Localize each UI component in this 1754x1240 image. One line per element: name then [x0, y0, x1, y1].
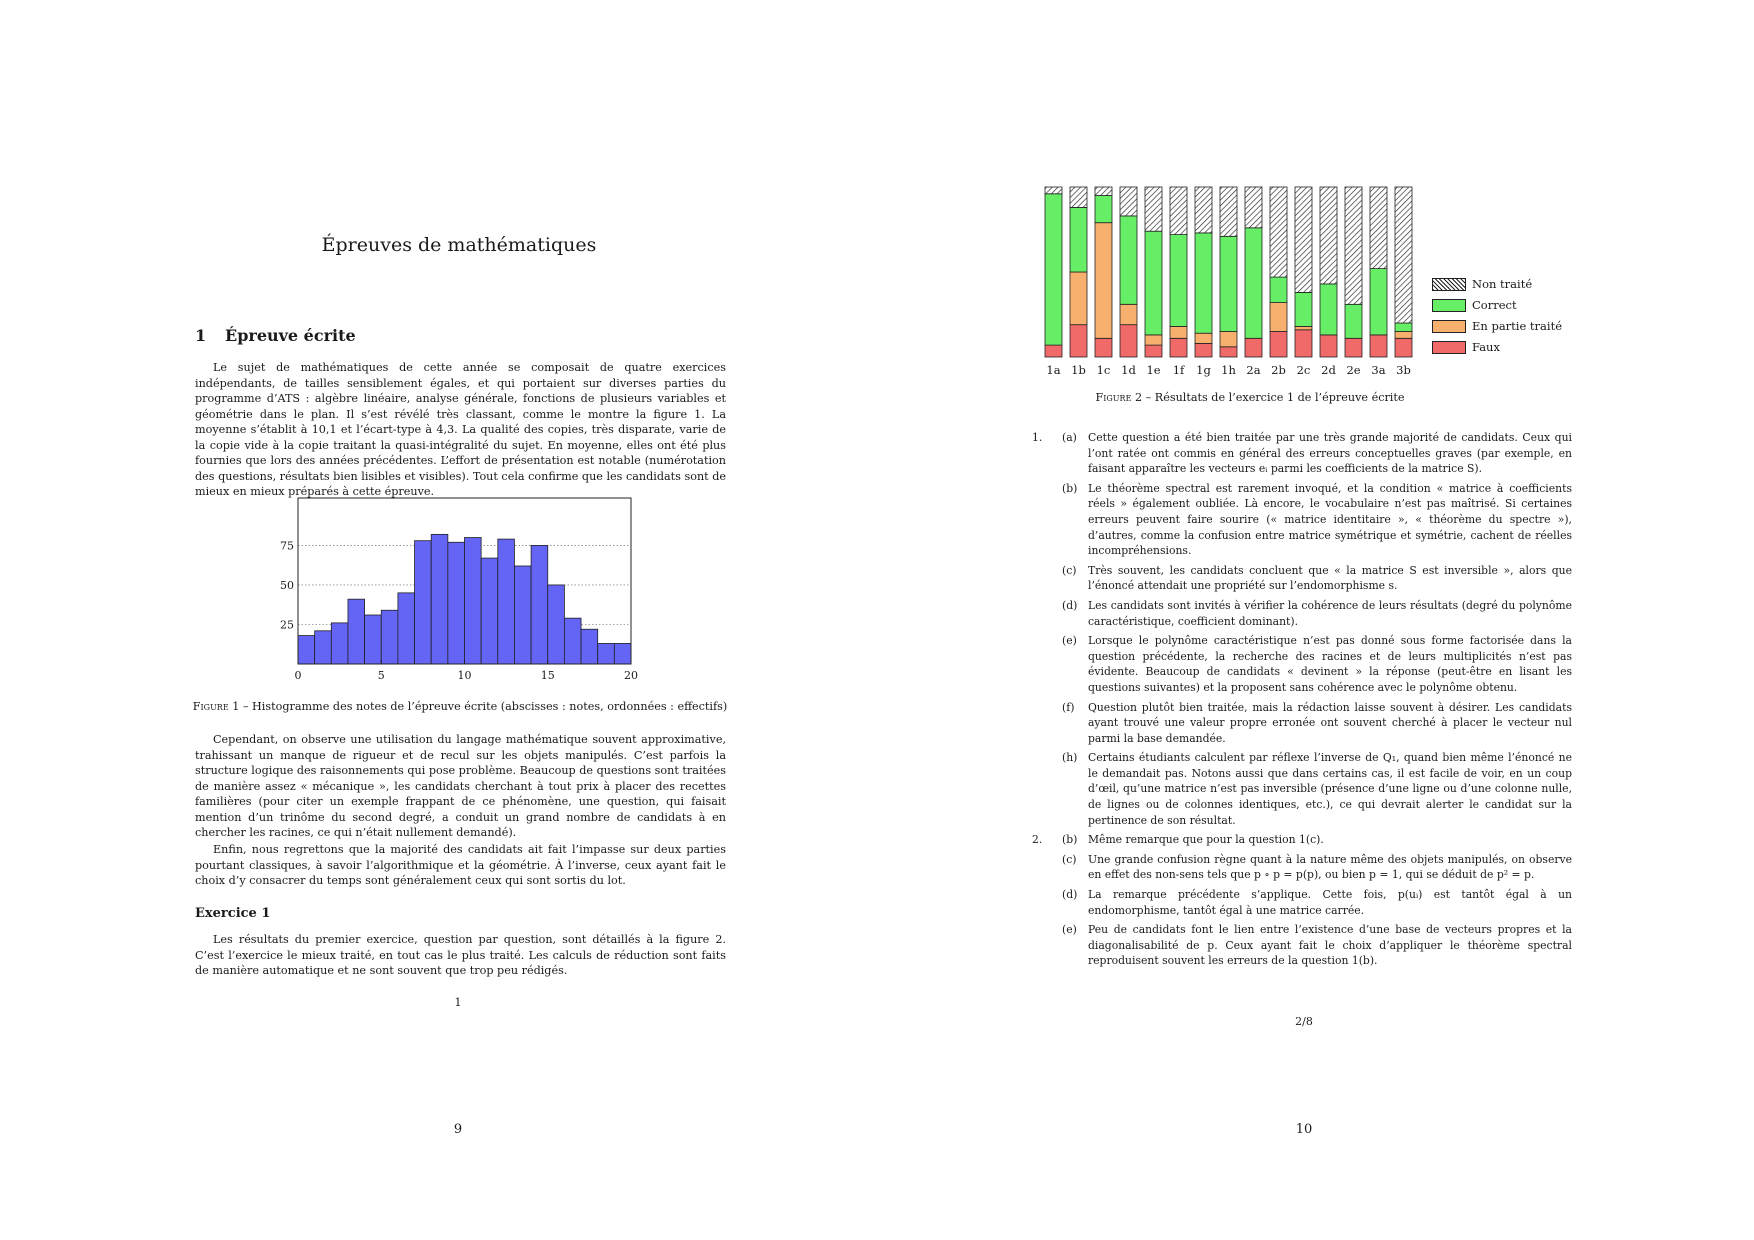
legend-swatch [1432, 320, 1466, 333]
figure1-text: – Histogramme des notes de l’épreuve écrite (abscisses : notes, ordonnées : effectifs) [239, 700, 728, 713]
category-label: 2b [1271, 363, 1286, 377]
bar-segment [1370, 335, 1387, 357]
bar-segment [1070, 272, 1087, 325]
histogram-bar [315, 631, 332, 664]
legend-label: En partie traité [1472, 319, 1563, 333]
category-label: 2d [1321, 363, 1336, 377]
bar-segment [1145, 335, 1162, 345]
legend-label: Non traité [1472, 277, 1533, 291]
bar-segment [1145, 345, 1162, 357]
bar-segment [1120, 304, 1137, 324]
category-label: 3a [1371, 363, 1386, 377]
histogram-bar [498, 539, 515, 664]
inner-page-number: 1 [454, 996, 462, 1009]
histogram-bar [381, 610, 398, 664]
bar-segment [1395, 338, 1412, 357]
bar-segment [1195, 333, 1212, 343]
figure1-caption [180, 700, 740, 713]
histogram-bar [331, 623, 348, 664]
bar-segment [1270, 303, 1287, 332]
bar-segment [1045, 194, 1062, 345]
list-number: 1. [1032, 431, 1043, 444]
bar-segment [1320, 187, 1337, 284]
bar-segment [1245, 187, 1262, 228]
histogram-bar [365, 615, 382, 664]
bar-segment [1070, 187, 1087, 207]
section-heading [195, 326, 356, 345]
category-label: 2a [1246, 363, 1261, 377]
list-letter: (h) [1062, 751, 1078, 765]
bar-segment [1220, 347, 1237, 357]
list-item [1046, 750, 1572, 828]
outer-page-number: 9 [453, 1122, 463, 1137]
category-label: 1b [1071, 363, 1086, 377]
histogram-bar [598, 643, 615, 664]
list-text: Question plutôt bien traitée, mais la rédaction laisse souvent à désirer. Les candidats ayant trouvé une valeur propre erronée ont souvent cherché à placer le vecteur nul parmi la base demandée. [1088, 700, 1572, 745]
category-label: 1d [1121, 363, 1136, 377]
subsection-heading: Exercice 1 [195, 906, 271, 921]
bar-segment [1170, 235, 1187, 327]
bar-segment [1345, 187, 1362, 304]
y-tick-label: 25 [280, 618, 294, 632]
body-paragraph-3: Enfin, nous regrettons que la majorité des candidats ait fait l’impasse sur deux parties pourtant classiques, à savoir l’algorithmique et la géométrie. À l’inverse, ceux ayant fait le choix d’y consacrer du temps sont généralement ceux qui sont sortis du lot. [195, 843, 726, 887]
body-paragraph-2: Cependant, on observe une utilisation du langage mathématique souvent approximative, trahissant un manque de rigueur et de recul sur les objets manipulés. C’est parfois la structure logique des raisonnements qui pose problème. Beaucoup de questions sont traitées de manière assez « mécanique », les candidats cherchant à tout prix à placer des recettes familières (pour citer un exemple frappant de ce phénomène, une question, qui faisait mention d’un trinôme du second degré, a conduit un grand nombre de candidats à en chercher les racines, ce qui n’était nullement demandé). [195, 733, 726, 839]
category-label: 1g [1196, 363, 1211, 377]
list-letter: (d) [1062, 888, 1078, 902]
histogram-chart [282, 492, 662, 682]
histogram-bar [581, 629, 598, 664]
bar-segment [1395, 323, 1412, 332]
x-tick-label: 15 [540, 669, 555, 682]
question-list [1032, 430, 1572, 973]
histogram-bar [614, 643, 631, 664]
category-label: 1c [1096, 363, 1111, 377]
bar-segment [1370, 269, 1387, 335]
histogram-bar [531, 545, 548, 664]
list-text: Cette question a été bien traitée par une très grande majorité de candidats. Ceux qui l’ont ratée ont commis en général des erreurs conceptuelles graves (par exemple, en faisant apparaître les vecteurs eᵢ parmi les coefficients de la matrice S). [1088, 431, 1572, 476]
list-letter: (b) [1062, 833, 1078, 847]
histogram-bar [431, 534, 448, 664]
list-item [1046, 852, 1572, 883]
bar-segment [1345, 304, 1362, 338]
intro-paragraph: Le sujet de mathématiques de cette année se composait de quatre exercices indépendants, de tailles sensiblement égales, et qui portaient sur diverses parties du programme d’ATS : algèbre linéaire, analyse générale, fonctions de plusieurs variables et géométrie dans le plan. Il s’est révélé très classant, comme le montre la figure 1. La moyenne s’établit à 10,1 et l’écart-type à 4,3. La qualité des copies, très disparate, varie de la copie vide à la copie traitant la quasi-intégralité du sujet. En moyenne, elles ont été plus fournies que lors des années précédentes. L’effort de présentation est notable (numérotation des questions, résultats bien lisibles et visibles). Tout cela confirme que les candidats sont de mieux en mieux préparés à cette épreuve. [195, 361, 726, 498]
list-text: Une grande confusion règne quant à la nature même des objets manipulés, on observe en effet des non-sens tels que p ∘ p = p(p), ou bien p = 1, qui se déduit de p² = p. [1088, 852, 1572, 882]
legend-swatch [1432, 341, 1466, 354]
bar-segment [1220, 332, 1237, 347]
histogram-bar [448, 542, 465, 664]
bar-segment [1270, 277, 1287, 303]
bar-segment [1195, 187, 1212, 233]
legend-swatch [1432, 299, 1466, 312]
bar-segment [1220, 187, 1237, 236]
category-label: 1h [1221, 363, 1236, 377]
inner-page-number: 2/8 [1295, 1015, 1313, 1028]
document-title: Épreuves de mathématiques [321, 234, 597, 256]
histogram-bar [348, 599, 365, 664]
category-label: 2c [1296, 363, 1311, 377]
list-item [1046, 922, 1572, 969]
bar-segment [1095, 196, 1112, 223]
histogram-bar [298, 636, 315, 664]
list-text: Le théorème spectral est rarement invoqué, et la condition « matrice à coefficients réels » également oubliée. Là encore, le vocabulaire n’est pas maîtrisé. Si certaines erreurs peuvent faire sourire (« matrice identitaire », « théorème du spectre »), d’autres, comme la confusion entre matrice symétrique et symétrie, cachent de réelles incompréhensions. [1088, 481, 1572, 558]
section-title: Épreuve écrite [225, 326, 356, 345]
x-tick-label: 10 [457, 669, 472, 682]
histogram-bar [481, 558, 498, 664]
category-label: 3b [1396, 363, 1411, 377]
x-tick-label: 5 [377, 669, 385, 682]
bar-segment [1270, 187, 1287, 277]
histogram-bar [564, 618, 581, 664]
list-item [1032, 832, 1572, 848]
bar-segment [1195, 233, 1212, 333]
bar-segment [1145, 231, 1162, 335]
bar-segment [1295, 330, 1312, 357]
histogram-bar [548, 585, 565, 664]
bar-segment [1220, 236, 1237, 331]
bar-segment [1345, 338, 1362, 357]
figure2-caption [1000, 391, 1500, 404]
list-letter: (e) [1062, 634, 1077, 648]
bar-segment [1295, 187, 1312, 292]
list-item [1032, 430, 1572, 477]
bar-segment [1095, 223, 1112, 339]
legend-label: Correct [1472, 298, 1517, 312]
list-text: La remarque précédente s’applique. Cette fois, p(uᵢ) est tantôt égal à un endomorphisme, tantôt égal à une matrice carrée. [1088, 888, 1572, 917]
list-letter: (d) [1062, 598, 1078, 612]
list-item [1046, 598, 1572, 629]
list-item [1046, 887, 1572, 918]
list-number: 2. [1032, 833, 1043, 847]
list-letter: (e) [1062, 923, 1077, 937]
x-tick-label: 20 [624, 669, 638, 682]
figure2-text: – Résultats de l’exercice 1 de l’épreuve écrite [1142, 391, 1405, 404]
bar-segment [1195, 343, 1212, 357]
bar-segment [1095, 338, 1112, 357]
list-text: Même remarque que pour la question 1(c). [1088, 833, 1324, 847]
category-label: 1a [1046, 363, 1061, 377]
bar-segment [1295, 292, 1312, 326]
list-letter: (a) [1062, 431, 1077, 444]
exercise1-paragraph: Les résultats du premier exercice, question par question, sont détaillés à la figure 2. C’est l’exercice le mieux traité, en tout cas le plus traité. Les calculs de réduction sont faits de manière automatique et ne sont souvent que trop peu rédigés. [195, 933, 726, 977]
bar-segment [1170, 187, 1187, 235]
bar-segment [1170, 326, 1187, 338]
section-number: 1 [195, 326, 207, 345]
bar-segment [1120, 187, 1137, 216]
bar-segment [1245, 338, 1262, 357]
list-item [1046, 563, 1572, 594]
list-text: Lorsque le polynôme caractéristique n’est pas donné sous forme factorisée dans la question précédente, la recherche des racines et de leurs multiplicités n’est pas évidente. Beaucoup de candidats « devinent » la réponse (peut-être en lisant les questions suivantes) et la proposent sans cohérence avec le polynôme obtenu. [1088, 634, 1572, 694]
bar-segment [1170, 338, 1187, 357]
figure2-label: Figure 2 [1095, 391, 1143, 404]
stacked-bar-chart [1040, 182, 1430, 377]
legend-swatch [1432, 278, 1466, 291]
list-text: Les candidats sont invités à vérifier la cohérence de leurs résultats (degré du polynôme caractéristique, coefficient dominant). [1088, 598, 1572, 628]
histogram-bar [398, 593, 415, 664]
legend-label: Faux [1472, 340, 1500, 354]
bar-segment [1120, 216, 1137, 304]
bar-segment [1320, 335, 1337, 357]
bar-segment [1245, 228, 1262, 338]
figure1-label: Figure 1 [192, 700, 240, 713]
bar-segment [1070, 207, 1087, 272]
bar-segment [1045, 345, 1062, 357]
list-item [1046, 633, 1572, 695]
list-text: Très souvent, les candidats concluent que « la matrice S est inversible », alors que l’énoncé attendait une propriété sur l’endomorphisme s. [1088, 563, 1572, 593]
histogram-bar [514, 566, 531, 664]
bar-segment [1295, 326, 1312, 329]
bar-segment [1320, 284, 1337, 335]
list-letter: (b) [1062, 481, 1078, 495]
histogram-bar [465, 538, 482, 664]
y-tick-label: 50 [280, 578, 294, 592]
list-letter: (c) [1062, 563, 1077, 577]
bar-segment [1270, 332, 1287, 358]
list-text: Certains étudiants calculent par réflexe l’inverse de Q₁, quand bien même l’énoncé ne le demandait pas. Notons aussi que dans certains cas, il est facile de voir, en un coup d’œil, qu’une matrice n’est pas inversible (présence d’une ligne ou d’une colonne nulle, de lignes ou de colonnes identiques, etc.), ce qui devrait alerter le candidat sur la pertinence de son résultat. [1088, 751, 1572, 827]
outer-page-number: 10 [1295, 1122, 1313, 1137]
list-item [1046, 700, 1572, 747]
bar-segment [1395, 332, 1412, 339]
y-tick-label: 75 [280, 539, 294, 553]
bar-segment [1070, 325, 1087, 357]
bar-segment [1120, 325, 1137, 357]
bar-segment [1045, 187, 1062, 194]
bar-segment [1145, 187, 1162, 231]
bar-segment [1370, 187, 1387, 269]
list-letter: (f) [1062, 700, 1075, 714]
category-label: 2e [1346, 363, 1361, 377]
histogram-bar [415, 541, 432, 664]
category-label: 1e [1146, 363, 1161, 377]
bar-segment [1095, 187, 1112, 196]
list-text: Peu de candidats font le lien entre l’existence d’une base de vecteurs propres et la diagonalisabilité de p. Ceux ayant fait le choix d’appliquer le théorème spectral reproduisent souvent les erreurs de la question 1(b). [1088, 923, 1572, 968]
list-letter: (c) [1062, 852, 1077, 866]
x-tick-label: 0 [294, 669, 302, 682]
category-label: 1f [1172, 363, 1185, 377]
list-item [1046, 481, 1572, 559]
bar-segment [1395, 187, 1412, 323]
